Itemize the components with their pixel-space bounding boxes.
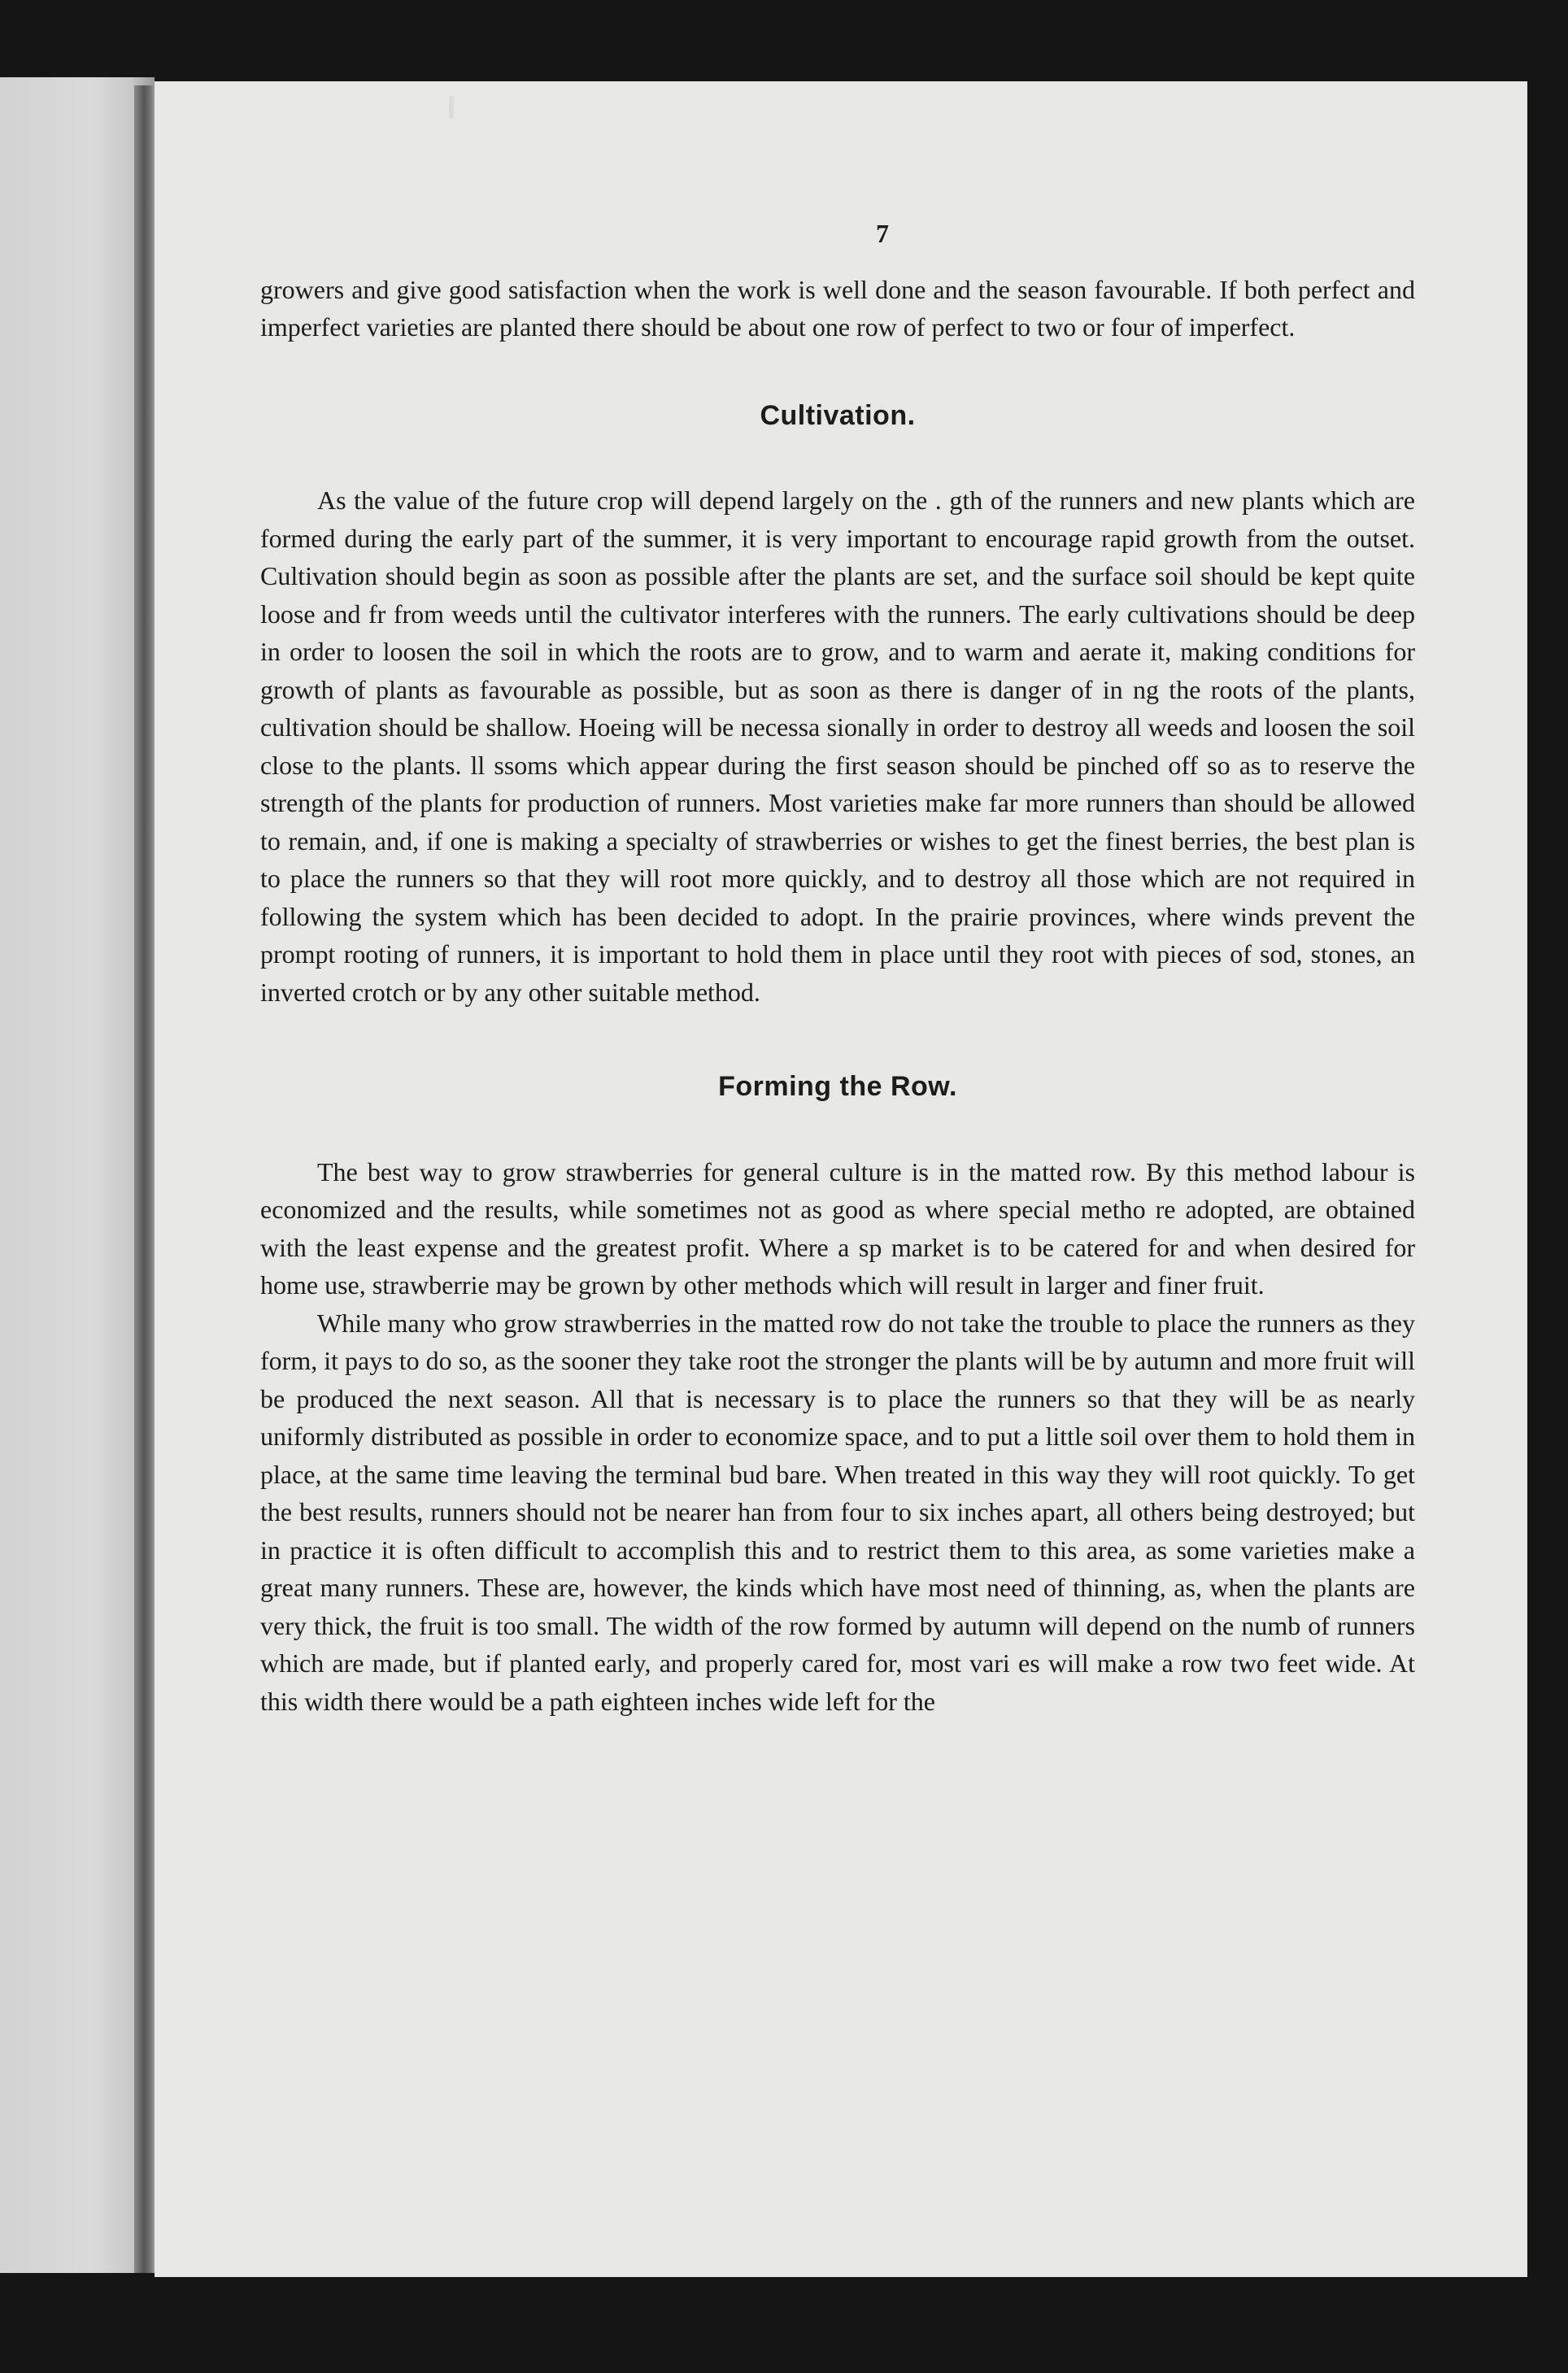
paragraph-placing-runners: While many who grow strawberries in the matted row do not take the trouble to place the runners as they form, it pays to do so, as the sooner they take root the stronger the plants will be by autumn and more fruit will be produced the next season. All that is necessary is to place the runners so that they will be as nearly uniformly distributed as possible in order to economize space, and to put a little soil over them to hold them in place, at the same time leaving the terminal bud bare. When treated in this way they will root quickly. To get the best results, runners should not be nearer han from four to six inches apart, all others being destroyed; but in practice it is often difficult to accomplish this and to restrict them to this area, as some varieties make a great many runners. These are, however, the kinds which have most need of thinning, as, when the plants are very thick, the fruit is too small. The width of the row formed by autumn will depend on the numb of runners which are made, but if planted early, and properly cared for, most vari es will make a row two feet wide. At this width there would be a path eighteen inches wide left for the bbox=[260, 1308, 1415, 1716]
page-text bbox=[260, 203, 1415, 1720]
paragraph-matted-row: The best way to grow strawberries for general culture is in the matted row. By this method labour is economized and the results, while sometimes not as good as where special metho re adopted, are obtained with the least expense and the greatest profit. Where a sp market is to be catered for and when desired for home use, strawberrie may be grown by other methods which will result in larger and finer fruit. bbox=[260, 1156, 1415, 1300]
heading-cultivation: Cultivation. bbox=[760, 399, 916, 431]
facing-page-edge bbox=[0, 77, 155, 2273]
paragraph-cultivation: As the value of the future crop will depend largely on the . gth of the runners and new plants which are formed during the early part of the summer, it is very important to encourage rapid growth from the outset. Cultivation should begin as soon as possible after the plants are set, and the surface soil should be kept quite loose and fr from weeds until the cultivator interferes with the runners. The early cultivations should be deep in order to loosen the soil in which the roots are to grow, and to warm and aerate it, making conditions for growth of plants as favourable as possible, but as soon as there is danger of in ng the roots of the plants, cultivation should be shallow. Hoeing will be necessa sionally in order to destroy all weeds and loosen the soil close to the plants. ll ssoms which appear during the first season should be pinched off so as to reserve the strength of the plants for production of runners. Most varieties make far more runners than should be allowed to remain, and, if one is making a specialty of strawberries or wishes to get the finest berries, the best plan is to place the runners so that they will root more quickly, and to destroy all those which are not required in following the system which has been decided to adopt. In the prairie provinces, where winds prevent the prompt rooting of runners, it is important to hold them in place until they root with pieces of sod, stones, an inverted crotch or by any other suitable method. bbox=[260, 485, 1415, 1007]
page-number: 7 bbox=[876, 219, 889, 248]
heading-forming-the-row: Forming the Row. bbox=[718, 1071, 957, 1102]
scan-mark bbox=[449, 96, 454, 119]
paragraph-continuation: growers and give good satisfaction when the work is well done and the season favourable. If both perfect and imperfect varieties are planted there should be about one row of perfect to two or four of imperfect. bbox=[260, 274, 1415, 342]
